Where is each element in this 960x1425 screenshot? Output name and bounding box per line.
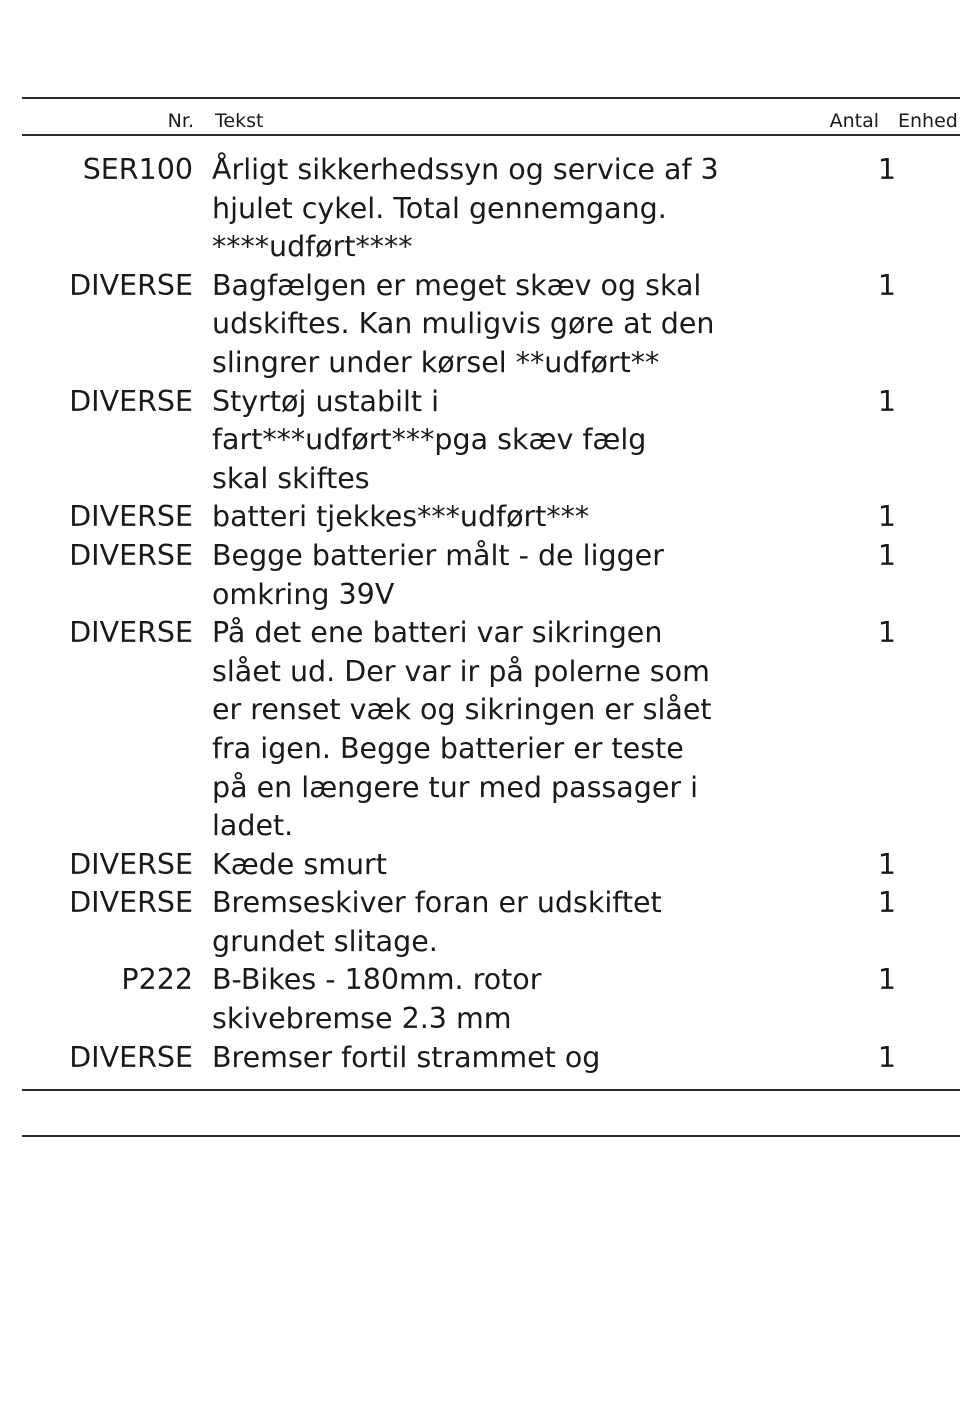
table-row — [0, 614, 960, 846]
table-row — [0, 498, 960, 537]
item-text: B-Bikes - 180mm. rotor skivebremse 2.3 mm — [212, 963, 542, 1036]
table-row — [0, 267, 960, 383]
item-number: DIVERSE — [69, 268, 193, 302]
item-text: På det ene batteri var sikringen slået ud. Der var ir på polerne som er renset væk og sikringen er slået fra igen. Begge batterier er teste på en længere tur med passager i ladet. — [212, 616, 712, 843]
item-quantity: 1 — [877, 616, 896, 650]
item-number: DIVERSE — [69, 1040, 193, 1074]
item-number: P222 — [121, 963, 193, 997]
item-number: SER100 — [82, 153, 193, 186]
header-bottom-rule — [22, 134, 960, 136]
item-number: DIVERSE — [69, 847, 193, 881]
column-header-antal: Antal — [829, 110, 879, 132]
table-row — [0, 1039, 960, 1078]
column-header-nr: Nr. — [167, 110, 194, 132]
item-text: Årligt sikkerhedssyn og service af 3 hjulet cykel. Total gennemgang. ****udført**** — [212, 153, 719, 264]
item-quantity: 1 — [877, 153, 896, 186]
column-header-enhed: Enhed — [898, 110, 958, 132]
item-quantity: 1 — [877, 500, 896, 534]
item-number: DIVERSE — [69, 384, 193, 418]
table-top-rule — [22, 97, 960, 99]
item-quantity: 1 — [877, 1040, 896, 1074]
table-row — [0, 151, 960, 267]
item-number: DIVERSE — [69, 500, 193, 534]
table-row — [0, 846, 960, 885]
column-header-tekst: Tekst — [215, 110, 264, 132]
item-quantity: 1 — [877, 847, 896, 881]
item-quantity: 1 — [877, 538, 896, 572]
item-quantity: 1 — [877, 886, 896, 920]
table-row — [0, 961, 960, 1038]
table-row — [0, 884, 960, 961]
table-end-rule — [22, 1089, 960, 1091]
line-items-table — [0, 151, 960, 1077]
table-row — [0, 383, 960, 499]
item-text: Styrtøj ustabilt i fart***udført***pga skæv fælg skal skiftes — [212, 384, 647, 495]
item-number: DIVERSE — [69, 886, 193, 920]
item-text: Bremser fortil strammet og — [212, 1040, 601, 1074]
item-text: batteri tjekkes***udført*** — [212, 500, 590, 534]
item-text: Kæde smurt — [212, 847, 387, 881]
item-quantity: 1 — [877, 384, 896, 418]
item-text: Bagfælgen er meget skæv og skal udskiftes. Kan muligvis gøre at den slingrer under kørsel **udført** — [212, 268, 715, 379]
item-text: Begge batterier målt - de ligger omkring 39V — [212, 538, 664, 611]
item-quantity: 1 — [877, 963, 896, 997]
footer-rule — [22, 1135, 960, 1137]
table-row — [0, 537, 960, 614]
item-quantity: 1 — [877, 268, 896, 302]
item-text: Bremseskiver foran er udskiftet grundet slitage. — [212, 886, 662, 958]
item-number: DIVERSE — [69, 616, 193, 650]
item-number: DIVERSE — [69, 538, 193, 572]
